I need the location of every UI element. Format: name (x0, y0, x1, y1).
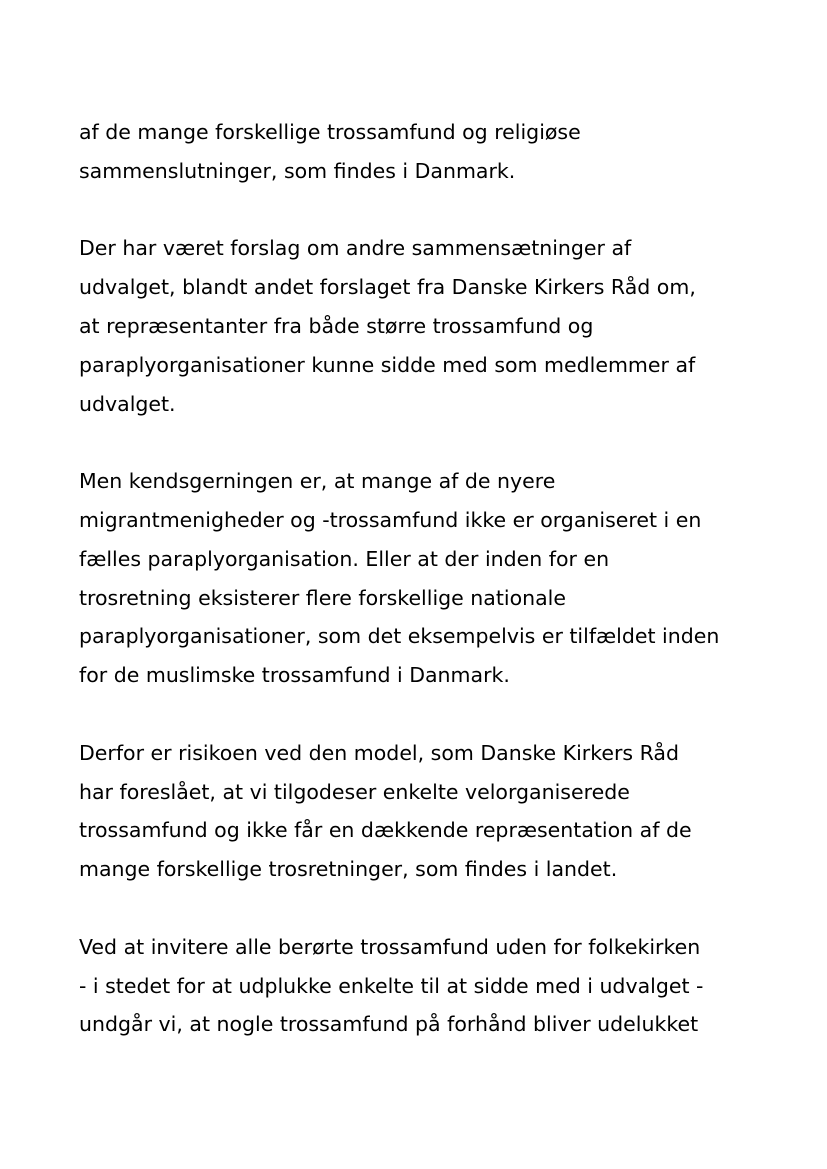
paragraph-spacer (79, 191, 769, 230)
paragraph-spacer (79, 889, 769, 928)
text-line: Ved at invitere alle berørte trossamfund uden for folkekirken (79, 934, 701, 959)
text-line: undgår vi, at nogle trossamfund på forhånd bliver udelukket (79, 1012, 699, 1037)
text-line: udvalget. (79, 391, 176, 416)
paragraph-2 (79, 229, 769, 423)
text-line: fælles paraplyorganisation. Eller at der inden for en (79, 546, 610, 571)
text-line: Men kendsgerningen er, at mange af de nyere (79, 469, 556, 494)
text-line: Der har været forslag om andre sammensætninger af (79, 236, 632, 261)
paragraph-1 (79, 113, 769, 191)
paragraph-spacer (79, 423, 769, 462)
text-line: sammenslutninger, som findes i Danmark. (79, 158, 516, 183)
text-line: at repræsentanter fra både større trossamfund og (79, 313, 594, 338)
text-line: for de muslimske trossamfund i Danmark. (79, 663, 510, 688)
paragraph-spacer (79, 695, 769, 734)
text-line: trossamfund og ikke får en dækkende repræsentation af de (79, 818, 692, 843)
text-line: paraplyorganisationer, som det eksempelvis er tilfældet inden (79, 624, 720, 649)
text-line: af de mange forskellige trossamfund og religiøse (79, 120, 581, 144)
paragraph-3 (79, 462, 769, 695)
document-body (79, 113, 769, 1044)
text-line: paraplyorganisationer kunne sidde med som medlemmer af (79, 352, 696, 377)
text-line: - i stedet for at udplukke enkelte til at sidde med i udvalget - (79, 973, 704, 998)
text-line: migrantmenigheder og -trossamfund ikke er organiseret i en (79, 507, 702, 532)
text-line: trosretning eksisterer flere forskellige nationale (79, 585, 566, 610)
paragraph-5 (79, 928, 769, 1044)
paragraph-4 (79, 734, 769, 889)
text-line: udvalget, blandt andet forslaget fra Danske Kirkers Råd om, (79, 275, 696, 300)
text-line: mange forskellige trosretninger, som findes i landet. (79, 857, 618, 882)
text-line: Derfor er risikoen ved den model, som Danske Kirkers Råd (79, 740, 679, 765)
text-line: har foreslået, at vi tilgodeser enkelte velorganiserede (79, 779, 630, 804)
